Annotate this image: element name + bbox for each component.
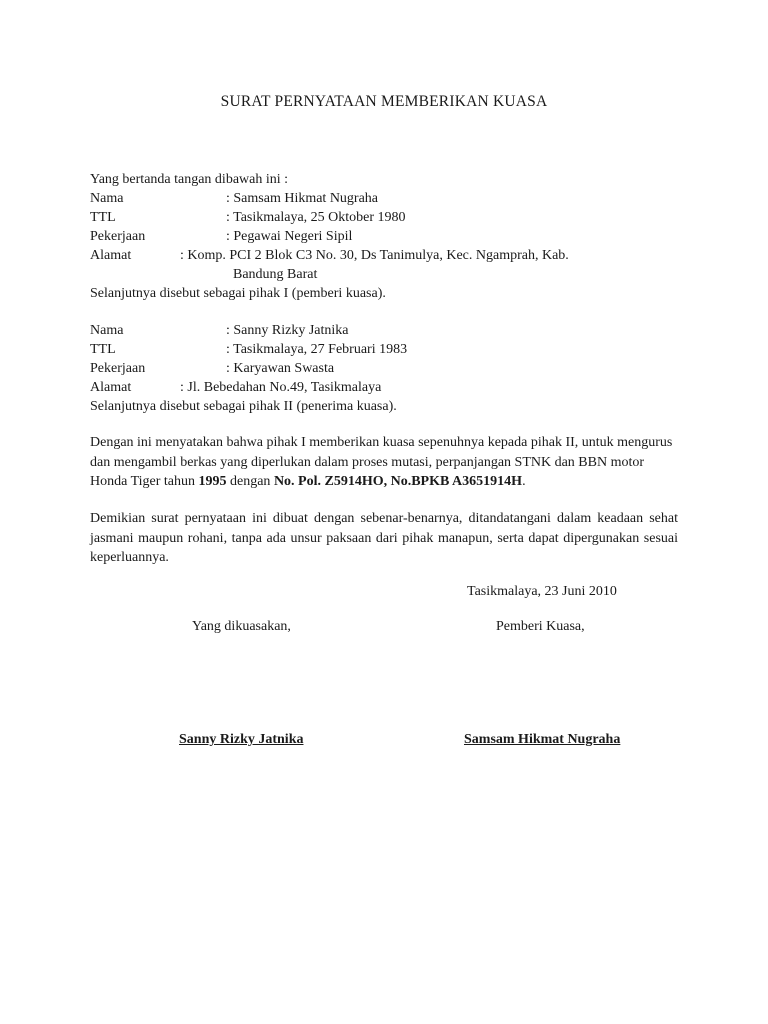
party2-pekerjaan-label: Pekerjaan	[90, 361, 146, 376]
document-title: SURAT PERNYATAAN MEMBERIKAN KUASA	[220, 93, 548, 110]
statement-paragraph	[90, 433, 678, 492]
statement-year: 1995	[198, 474, 227, 489]
statement-part3: .	[522, 474, 526, 489]
left-signature-name: Sanny Rizky Jatnika	[179, 732, 304, 747]
party1-alamat-label: Alamat	[90, 248, 132, 263]
party1-pekerjaan-label: Pekerjaan	[90, 229, 146, 244]
left-signature-role: Yang dikuasakan,	[192, 619, 291, 634]
right-signature-role: Pemberi Kuasa,	[496, 619, 585, 634]
party1-nama-value: : Samsam Hikmat Nugraha	[226, 191, 379, 206]
party1-alamat-value-line2: Bandung Barat	[233, 267, 318, 282]
party2-ttl-label: TTL	[90, 342, 116, 357]
party1-alamat-value-line1: : Komp. PCI 2 Blok C3 No. 30, Ds Tanimulya, Kec. Ngamprah, Kab.	[180, 248, 569, 263]
party2-nama-value: : Sanny Rizky Jatnika	[226, 323, 349, 338]
place-date: Tasikmalaya, 23 Juni 2010	[467, 584, 617, 599]
closing-paragraph: Demikian surat pernyataan ini dibuat dengan sebenar-benarnya, ditandatangani dalam keadaan sehat jasmani maupun rohani, tanpa ada unsur paksaan dari pihak manapun, serta dapat dipergunakan sesuai keperluannya.	[90, 511, 678, 565]
party1-pekerjaan-value: : Pegawai Negeri Sipil	[226, 229, 353, 244]
party2-alamat-value: : Jl. Bebedahan No.49, Tasikmalaya	[180, 380, 382, 395]
statement-plate: No. Pol. Z5914HO, No.BPKB A3651914H	[273, 474, 523, 489]
party2-closing: Selanjutnya disebut sebagai pihak II (penerima kuasa).	[90, 399, 397, 414]
party2-alamat-label: Alamat	[90, 380, 132, 395]
party2-nama-label: Nama	[90, 323, 124, 338]
statement-part2: dengan	[226, 474, 274, 489]
party1-nama-label: Nama	[90, 191, 124, 206]
party2-ttl-value: : Tasikmalaya, 27 Februari 1983	[226, 342, 408, 357]
party2-pekerjaan-value: : Karyawan Swasta	[226, 361, 335, 376]
intro-text: Yang bertanda tangan dibawah ini :	[90, 172, 289, 187]
party1-closing: Selanjutnya disebut sebagai pihak I (pemberi kuasa).	[90, 286, 386, 301]
statement-part1: Dengan ini menyatakan bahwa pihak I memberikan kuasa sepenuhnya kepada pihak II, untuk mengurus dan mengambil berkas yang diperlukan dalam proses mutasi, perpanjangan STNK dan BBN motor Honda Tiger tahun	[90, 435, 673, 489]
party1-ttl-value: : Tasikmalaya, 25 Oktober 1980	[226, 210, 406, 225]
right-signature-name: Samsam Hikmat Nugraha	[464, 732, 621, 747]
party1-ttl-label: TTL	[90, 210, 116, 225]
